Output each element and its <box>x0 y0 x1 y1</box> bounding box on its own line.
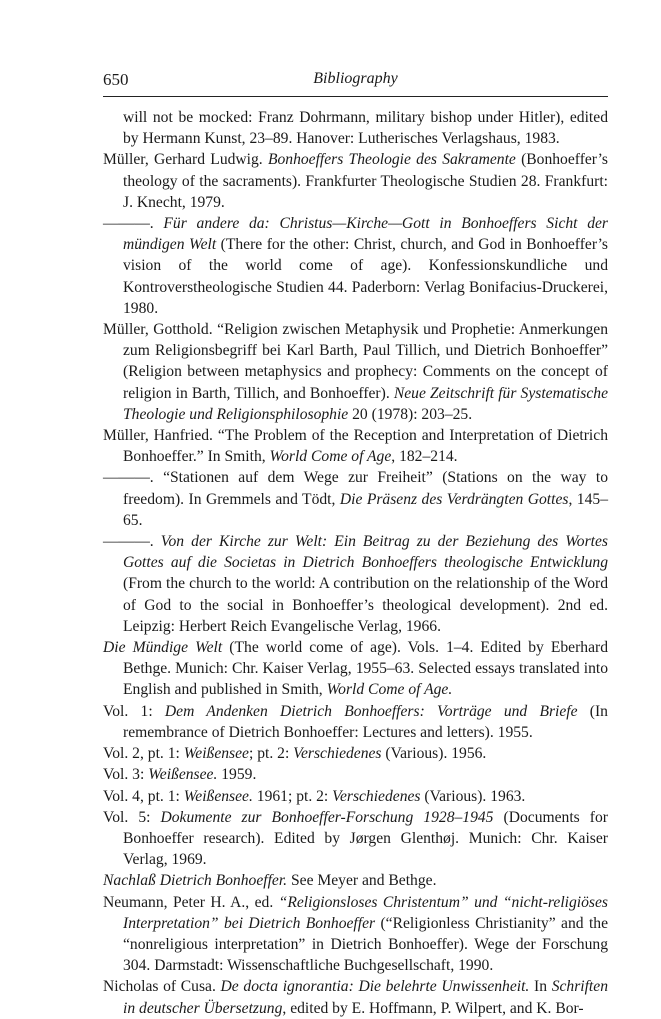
italic-title-text: World Come of Age <box>269 448 392 466</box>
bibliography-entry <box>103 213 608 319</box>
entry-text: Vol. 4, pt. 1: <box>103 787 184 805</box>
page-number: 650 <box>103 70 129 89</box>
bibliography-entry <box>103 149 608 213</box>
entry-text: 1959. <box>217 766 257 784</box>
entry-text: Müller, Hanfried. “The Problem of the Reception and Interpretation of Dietrich Bonhoeffer.” In Smith, <box>103 427 608 466</box>
page-header <box>103 70 608 94</box>
italic-title-text: Die Mündige Welt <box>103 639 223 657</box>
italic-title-text: Verschiedenes <box>293 745 382 763</box>
entry-text: , 145–65. <box>123 490 608 529</box>
bibliography-entry <box>103 107 608 149</box>
entry-text: (Documents for Bonhoeffer research). Edited by Jørgen Glenthøj. Munich: Chr. Kaiser Verlag, 1969. <box>123 808 608 869</box>
italic-title-text: Weißensee <box>183 745 249 763</box>
entry-text: Nicholas of Cusa. <box>103 978 221 996</box>
bibliography-entry <box>103 870 608 891</box>
header-rule <box>103 96 608 97</box>
entry-text: ; pt. 2: <box>248 745 294 763</box>
italic-title-text: Die Präsenz des Verdrängten Gottes <box>339 490 569 508</box>
entry-text: Vol. 1: <box>103 702 165 720</box>
entry-text: ———. <box>103 533 161 551</box>
entry-text: (Various). 1963. <box>420 787 526 805</box>
entry-text: Neumann, Peter H. A., ed. <box>103 893 279 911</box>
italic-title-text: World Come of Age. <box>326 681 453 699</box>
italic-title-text: “Religionsloses Christentum” und “nicht-religiöses Interpretation” bei Dietrich Bonhoeffer <box>123 893 608 932</box>
bibliography-entry <box>103 892 608 977</box>
entry-text: 20 (1978): 203–25. <box>348 405 473 423</box>
running-title: Bibliography <box>313 70 398 87</box>
entry-text: (Bonhoeffer’s theology of the sacraments). Frankfurter Theologische Studien 28. Frankfurt: J. Knecht, 1979. <box>123 151 608 211</box>
entry-text: Vol. 2, pt. 1: <box>103 745 184 763</box>
bibliography-entry <box>103 531 608 637</box>
entry-text: (From the church to the world: A contribution on the relationship of the Word of God to the social in Bonhoeffer’s theological development). 2nd ed. Leipzig: Herbert Reich Evangelische Verlag, 1966. <box>123 575 608 635</box>
entry-text: , edited by E. Hoffmann, P. Wilpert, and K. Bor- <box>282 999 584 1017</box>
italic-title-text: Weißensee. <box>183 787 253 805</box>
bibliography-entry <box>103 467 608 531</box>
entry-text: 1961; pt. 2: <box>252 787 333 805</box>
bibliography-list <box>103 107 608 1019</box>
entry-text: (The world come of age). Vols. 1–4. Edited by Eberhard Bethge. Munich: Chr. Kaiser Verlag, 1955–63. Selected essays translated into English and published in Smith, <box>123 639 609 699</box>
entry-text: Müller, Gerhard Ludwig. <box>103 151 268 169</box>
bibliography-entry <box>103 425 608 467</box>
italic-title-text: Weißensee. <box>148 766 218 784</box>
entry-text: , 182–214. <box>391 448 458 466</box>
italic-title-text: Verschiedenes <box>332 787 421 805</box>
entry-text: (Various). 1956. <box>381 745 487 763</box>
entry-text: (In remembrance of Dietrich Bonhoeffer: Lectures and letters). 1955. <box>123 702 608 741</box>
italic-title-text: Bonhoeffers Theologie des Sakramente <box>267 151 516 169</box>
bibliography-entry <box>103 807 608 871</box>
entry-text: See Meyer and Bethge. <box>287 872 437 890</box>
bibliography-entry <box>103 701 608 743</box>
italic-title-text: Nachlaß Dietrich Bonhoeffer. <box>103 872 288 890</box>
italic-title-text: De docta ignorantia: Die belehrte Unwissenheit. <box>220 978 530 996</box>
italic-title-text: Für andere da: Christus—Kirche—Gott in Bonhoeffers Sicht der mündigen Welt <box>123 215 608 254</box>
italic-title-text: Schriften in deutscher Übersetzung <box>123 978 608 1017</box>
bibliography-entry <box>103 743 608 764</box>
entry-text: In <box>529 978 552 996</box>
bibliography-entry <box>103 637 608 701</box>
entry-text: (“Religionless Christianity” and the “nonreligious interpretation” in Dietrich Bonhoeffer). Wege der Forschung 304. Darmstadt: Wissenschaftliche Buchgesellschaft, 1990. <box>123 914 608 975</box>
entry-text: ———. “Stationen auf dem Wege zur Freiheit” (Stations on the way to freedom). In Gremmels and Tödt, <box>103 469 608 508</box>
entry-text: will not be mocked: Franz Dohrmann, military bishop under Hitler), edited by Hermann Kunst, 23–89. Hanover: Lutherisches Verlagshaus, 1983. <box>123 109 608 148</box>
italic-title-text: Von der Kirche zur Welt: Ein Beitrag zu der Beziehung des Wortes Gottes auf die Societas in Dietrich Bonhoeffers theologische Entwicklung <box>123 533 608 572</box>
bibliography-entry <box>103 319 608 425</box>
entry-text: (There for the other: Christ, church, and God in Bonhoeffer’s vision of the world come of age). Konfessionskundliche und Kontroverstheologische Studien 44. Paderborn: Verlag Bonifacius-Druckerei, 1980. <box>123 236 608 317</box>
entry-text: ———. <box>103 215 164 233</box>
italic-title-text: Dokumente zur Bonhoeffer-Forschung 1928–1945 <box>160 808 494 826</box>
entry-text: Müller, Gotthold. “Religion zwischen Metaphysik und Prophetie: Anmerkungen zum Religionsbegriff bei Karl Barth, Paul Tillich, und Dietrich Bonhoeffer” (Religion between metaphysics and prophecy: Comments on the concept of religion in Barth, Tillich, and Bonhoeffer). <box>103 321 608 402</box>
italic-title-text: Neue Zeitschrift für Systematische Theologie und Religionsphilosophie <box>123 384 609 423</box>
bibliography-entry <box>103 764 608 785</box>
bibliography-entry <box>103 976 608 1018</box>
italic-title-text: Dem Andenken Dietrich Bonhoeffers: Vorträge und Briefe <box>164 702 578 720</box>
entry-text: Vol. 3: <box>103 766 149 784</box>
bibliography-entry <box>103 786 608 807</box>
entry-text: Vol. 5: <box>103 808 161 826</box>
